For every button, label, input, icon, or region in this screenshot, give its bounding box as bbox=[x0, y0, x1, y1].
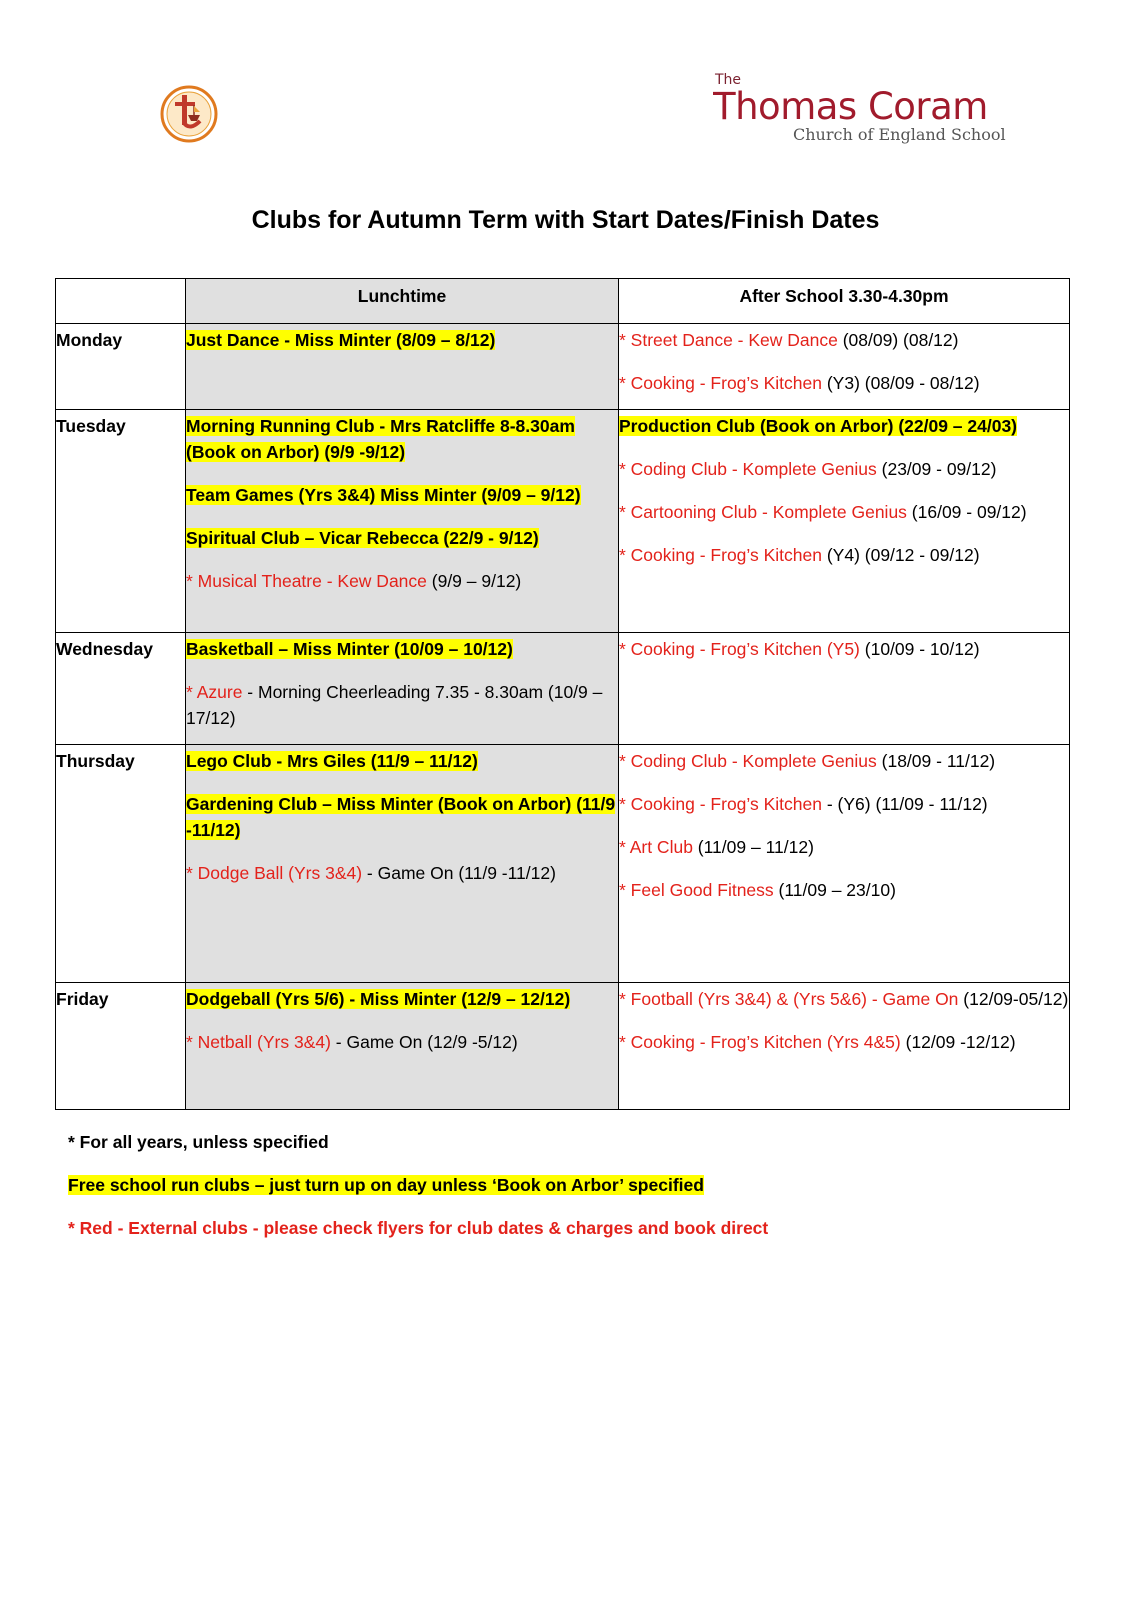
after-school-cell bbox=[619, 633, 1070, 745]
header-lunchtime: Lunchtime bbox=[186, 279, 619, 324]
table-row-friday bbox=[56, 983, 1070, 1110]
club-entry: Basketball – Miss Minter (10/09 – 10/12) bbox=[186, 639, 513, 659]
note-external-clubs: * Red - External clubs - please check flyers for club dates & charges and book direct bbox=[68, 1218, 769, 1238]
brand-name: Thomas Coram bbox=[713, 88, 988, 126]
day-cell: Friday bbox=[56, 983, 186, 1110]
brand-subtitle: Church of England School bbox=[793, 126, 1006, 144]
club-entry: * Dodge Ball (Yrs 3&4) - Game On (11/9 -11/12) bbox=[186, 863, 556, 883]
club-entry: * Cooking - Frog’s Kitchen (Yrs 4&5) (12/09 -12/12) bbox=[619, 1032, 1016, 1052]
after-school-cell bbox=[619, 983, 1070, 1110]
club-entry: Morning Running Club - Mrs Ratcliffe 8-8.30am (Book on Arbor) (9/9 -9/12) bbox=[186, 416, 575, 462]
header-empty-cell bbox=[56, 279, 186, 324]
club-entry: * Coding Club - Komplete Genius (23/09 - 09/12) bbox=[619, 459, 997, 479]
brand-the: The bbox=[715, 72, 742, 88]
club-entry: * Football (Yrs 3&4) & (Yrs 5&6) - Game On (12/09-05/12) bbox=[619, 989, 1069, 1009]
school-crest-logo bbox=[160, 85, 218, 143]
club-entry: Lego Club - Mrs Giles (11/9 – 11/12) bbox=[186, 751, 478, 771]
club-entry: * Cooking - Frog’s Kitchen (Y4) (09/12 - 09/12) bbox=[619, 545, 980, 565]
day-cell: Wednesday bbox=[56, 633, 186, 745]
table-row-thursday bbox=[56, 745, 1070, 983]
lunch-cell bbox=[186, 633, 619, 745]
table-row-wednesday bbox=[56, 633, 1070, 745]
club-entry: * Cooking - Frog’s Kitchen - (Y6) (11/09 - 11/12) bbox=[619, 794, 988, 814]
footnotes bbox=[68, 1129, 768, 1258]
school-brand-logo bbox=[713, 72, 1023, 144]
day-cell: Thursday bbox=[56, 745, 186, 983]
club-entry: Gardening Club – Miss Minter (Book on Arbor) (11/9 -11/12) bbox=[186, 794, 616, 840]
table-row-monday bbox=[56, 324, 1070, 410]
club-entry: Spiritual Club – Vicar Rebecca (22/9 - 9/12) bbox=[186, 528, 539, 548]
club-entry: * Musical Theatre - Kew Dance (9/9 – 9/12) bbox=[186, 571, 522, 591]
day-cell: Tuesday bbox=[56, 410, 186, 633]
club-entry: * Cooking - Frog’s Kitchen (Y5) (10/09 - 10/12) bbox=[619, 639, 980, 659]
lunch-cell bbox=[186, 983, 619, 1110]
page-title: Clubs for Autumn Term with Start Dates/Finish Dates bbox=[251, 206, 880, 234]
table-header-row bbox=[56, 279, 1070, 324]
club-entry: Team Games (Yrs 3&4) Miss Minter (9/09 – 9/12) bbox=[186, 485, 581, 505]
club-entry: Just Dance - Miss Minter (8/09 – 8/12) bbox=[186, 330, 496, 350]
club-entry: * Feel Good Fitness (11/09 – 23/10) bbox=[619, 880, 896, 900]
club-entry: * Azure - Morning Cheerleading 7.35 - 8.30am (10/9 – 17/12) bbox=[186, 682, 603, 728]
lunch-cell bbox=[186, 745, 619, 983]
lunch-cell bbox=[186, 324, 619, 410]
club-entry: Dodgeball (Yrs 5/6) - Miss Minter (12/9 – 12/12) bbox=[186, 989, 571, 1009]
club-entry: * Coding Club - Komplete Genius (18/09 - 11/12) bbox=[619, 751, 996, 771]
day-cell: Monday bbox=[56, 324, 186, 410]
club-entry: * Street Dance - Kew Dance (08/09) (08/12) bbox=[619, 330, 959, 350]
after-school-cell bbox=[619, 410, 1070, 633]
clubs-timetable bbox=[55, 278, 1070, 1110]
after-school-cell bbox=[619, 745, 1070, 983]
club-entry: * Art Club (11/09 – 11/12) bbox=[619, 837, 814, 857]
note-free-clubs: Free school run clubs – just turn up on day unless ‘Book on Arbor’ specified bbox=[68, 1175, 704, 1195]
club-entry: * Cooking - Frog’s Kitchen (Y3) (08/09 - 08/12) bbox=[619, 373, 980, 393]
club-entry: * Cartooning Club - Komplete Genius (16/09 - 09/12) bbox=[619, 502, 1027, 522]
header-after-school: After School 3.30-4.30pm bbox=[619, 279, 1070, 324]
note-all-years: * For all years, unless specified bbox=[68, 1132, 329, 1152]
club-entry: * Netball (Yrs 3&4) - Game On (12/9 -5/12) bbox=[186, 1032, 518, 1052]
lunch-cell bbox=[186, 410, 619, 633]
club-entry: Production Club (Book on Arbor) (22/09 – 24/03) bbox=[619, 416, 1018, 436]
after-school-cell bbox=[619, 324, 1070, 410]
table-row-tuesday bbox=[56, 410, 1070, 633]
